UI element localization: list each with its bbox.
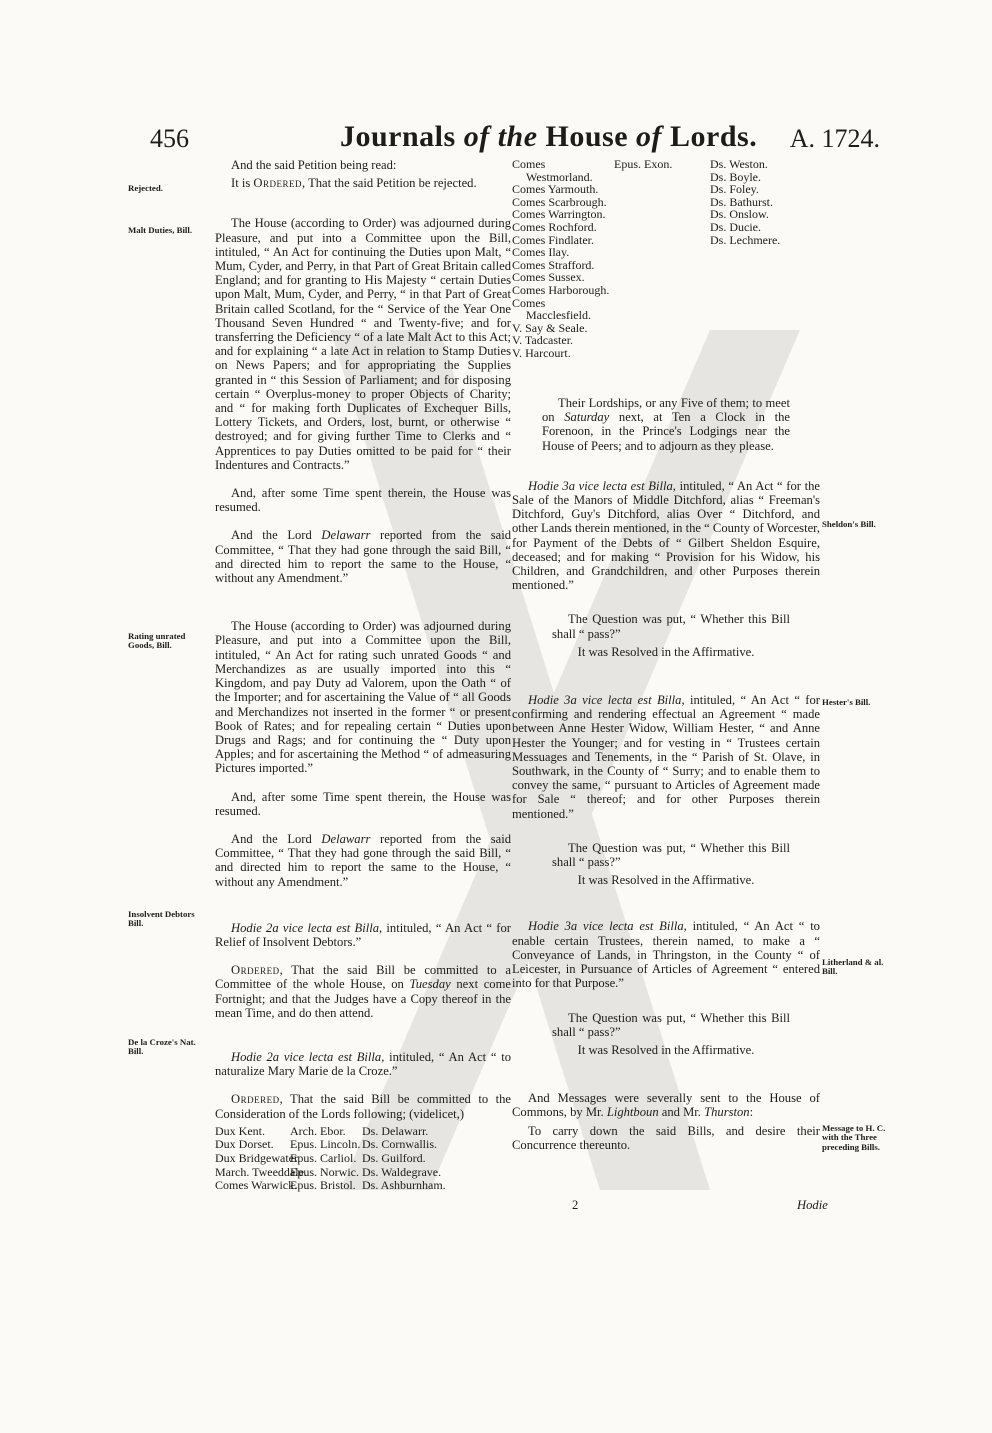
lords-list <box>215 1125 511 1193</box>
paragraph: And the Lord Delawarr reported from the said Committee, “ That they had gone through the said Bill, “ and directed him to report the same to the House, “ without any Amendment.” <box>215 528 512 586</box>
resolution: It was Resolved in the Affirmative. <box>577 1042 755 1057</box>
lords-list-col1: Dux Kent. Dux Dorset. Dux Bridgewater. March. Tweeddale. Comes Warwick. <box>215 1123 307 1193</box>
lords-list-col2: Arch. Ebor. Epus. Lincoln. Epus. Carliol. Epus. Norwic. Epus. Bristol. <box>290 1123 361 1193</box>
margin-note-message: Message to H. C. with the Three preceding Bills. <box>822 1123 886 1152</box>
page-number: 456 <box>150 124 189 153</box>
paragraph: Ordered, That the said Bill be committed to the Consideration of the Lords following; (videlicet,) <box>215 1092 511 1121</box>
paragraph: To carry down the said Bills, and desire their Concurrence thereunto. <box>512 1123 820 1152</box>
paragraph-meeting: Their Lordships, or any Five of them; to meet on Saturday next, at Ten a Clock in the Forenoon, in the Prince's Lodgings near the House of Peers; and to adjourn as they please. <box>542 396 790 453</box>
margin-note-sheldon: Sheldon's Bill. <box>822 519 876 529</box>
lords-list-col3: Ds. Delawarr. Ds. Cornwallis. Ds. Guilford. Ds. Waldegrave. Ds. Ashburnham. <box>362 1123 446 1193</box>
paragraph-messages: And Messages were severally sent to the House of Commons, by Mr. Lightboun and Mr. Thurston: <box>512 1091 820 1120</box>
question-put: The Question was put, “ Whether this Bill shall “ pass?” <box>552 840 790 870</box>
paragraph-sheldon-bill: Hodie 3a vice lecta est Billa, intituled, “ An Act “ for the Sale of the Manors of Middle Ditchford, alias “ Freeman's Ditchford, Guy's Ditchford, alias Over “ Ditchford, and other Lands therein mentioned, in the “ County of Worcester, for Payment of the Debts of “ Gilbert Sheldon Esquire, deceased; and for making “ Provision for his Widow, his Children, and Grandchildren, and other Purposes therein mentioned.” <box>512 478 820 593</box>
catchword: Hodie <box>797 1198 828 1212</box>
resolution: It was Resolved in the Affirmative. <box>577 873 755 888</box>
margin-note-malt-duties: Malt Duties, Bill. <box>128 225 193 235</box>
question-put: The Question was put, “ Whether this Bill shall “ pass?” <box>552 612 790 641</box>
paragraph: And the Lord Delawarr reported from the said Committee, “ That they had gone through the said Bill, “ and directed him to report the same to the House, “ without any Amendment.” <box>215 831 512 889</box>
signature-mark: 2 <box>572 1198 579 1212</box>
margin-note-insolvent: Insolvent Debtors Bill. <box>128 909 195 929</box>
paragraph-malt-bill: The House (according to Order) was adjourned during Pleasure, and put into a Committee upon the Bill, intituled, “ An Act for continuing the Duties upon Malt, “ Mum, Cyder, and Perry, in that Part of Great Britain called England; and for granting to His Majesty “ certain Duties upon Malt, Mum, Cyder, and Perry, “ in that Part of Great Britain called Scotland, for the “ Service of the Year One Thousand Seven Hundred “ and Twenty-five; and for transferring the Deficiency “ of a late Malt Act to this Act; and for explaining “ a late Act in relation to Stamp Duties on News Papers; and for appropriating the Supplies granted in “ this Session of Parliament; and for disposing certain “ Overplus-money to proper Objects of Charity; and “ for making forth Duplicates of Exchequer Bills, Lottery Tickets, and Orders, lost, burnt, or otherwise “ destroyed; and for giving further Time to Clerks and “ Apprentices to pay Duties omitted to be paid for “ their Indentures and Contracts.” <box>215 216 511 472</box>
margin-note-litherland: Litherland & al. Bill. <box>822 957 884 977</box>
left-column <box>215 158 511 1207</box>
paragraph-rating-bill: The House (according to Order) was adjourned during Pleasure, and put into a Committee upon the Bill, intituled, “ An Act for rating such unrated Goods “ and Merchandizes as are usually imported into this “ Kingdom, and pay Duty ad Valorem, upon the Oath “ of the Importer; and for ascertaining the Value of “ all Goods and Merchandizes not inserted in the former “ or present Book of Rates; and for repealing certain “ Duties upon Drugs and Rags; and for continuing the “ Duty upon Apples; and for ascertaining the Method “ of admeasuring Pictures imported.” <box>215 619 511 776</box>
journal-title: Journals of the House of Lords. <box>340 120 758 153</box>
question-put: The Question was put, “ Whether this Bill shall “ pass?” <box>552 1010 790 1039</box>
peers-list <box>512 158 820 396</box>
paragraph-insolvent: Hodie 2a vice lecta est Billa, intituled, “ An Act “ for Relief of Insolvent Debtors.” <box>215 920 511 949</box>
paragraph-de-la-croze: Hodie 2a vice lecta est Billa, intituled, “ An Act “ to naturalize Mary Marie de la Croze.” <box>215 1049 511 1079</box>
peers-col3: Ds. Weston. Ds. Boyle. Ds. Foley. Ds. Bathurst. Ds. Onslow. Ds. Ducie. Ds. Lechmere. <box>710 157 781 247</box>
paragraph: And, after some Time spent therein, the House was resumed. <box>215 486 511 515</box>
margin-note-hester: Hester's Bill. <box>822 697 871 707</box>
paragraph-litherland-bill: Hodie 3a vice lecta est Billa, intituled, “ An Act “ to enable certain Trustees, therein named, to make a “ Conveyance of Lands, in Thringston, in the County “ of Leicester, in Pursuance of Articles of Agreement “ entered into for that Purpose.” <box>512 919 820 991</box>
paragraph-hester-bill: Hodie 3a vice lecta est Billa, intituled, “ An Act “ for confirming and rendering effectual an Agreement “ made between Anne Hester Widow, William Hester, “ and Anne Hester the Younger; and for vesting in “ Trustees certain Messuages and Tenements, in the “ Parish of St. Olave, in Southwark, in the County of “ Surry; and to enable them to convey the same, “ pursuant to Articles of Agreement made for Sale “ thereof; and for other Purposes therein mentioned.” <box>512 693 820 821</box>
paragraph: And the said Petition being read: <box>231 158 397 172</box>
margin-note-rating-goods: Rating unrated Goods, Bill. <box>128 631 186 651</box>
peers-col2: Epus. Exon. <box>614 157 673 171</box>
paragraph: And, after some Time spent therein, the House was resumed. <box>215 789 511 818</box>
right-column <box>512 158 820 1166</box>
resolution: It was Resolved in the Affirmative. <box>577 644 755 659</box>
page-header <box>150 118 880 158</box>
peers-col1: Comes Westmorland. Comes Yarmouth. Comes Scarbrough. Comes Warrington. Comes Rochford. Comes Findlater. Comes Ilay. Comes Strafford. Comes Sussex. Comes Harborough. Comes Macclesfield. V. Say & Seale. V. Tadcaster. V. Harcourt. <box>512 157 610 360</box>
year-label: A. 1724. <box>789 124 880 153</box>
paragraph: It is Ordered, That the said Petition be rejected. <box>231 176 477 191</box>
margin-note-de-la-croze: De la Croze's Nat. Bill. <box>128 1037 196 1057</box>
paragraph: Ordered, That the said Bill be committed to a Committee of the whole House, on Tuesday next come Fortnight; and that the Judges have a Copy thereof in the mean Time, and do then attend. <box>215 963 511 1020</box>
margin-note-rejected: Rejected. <box>128 183 163 193</box>
